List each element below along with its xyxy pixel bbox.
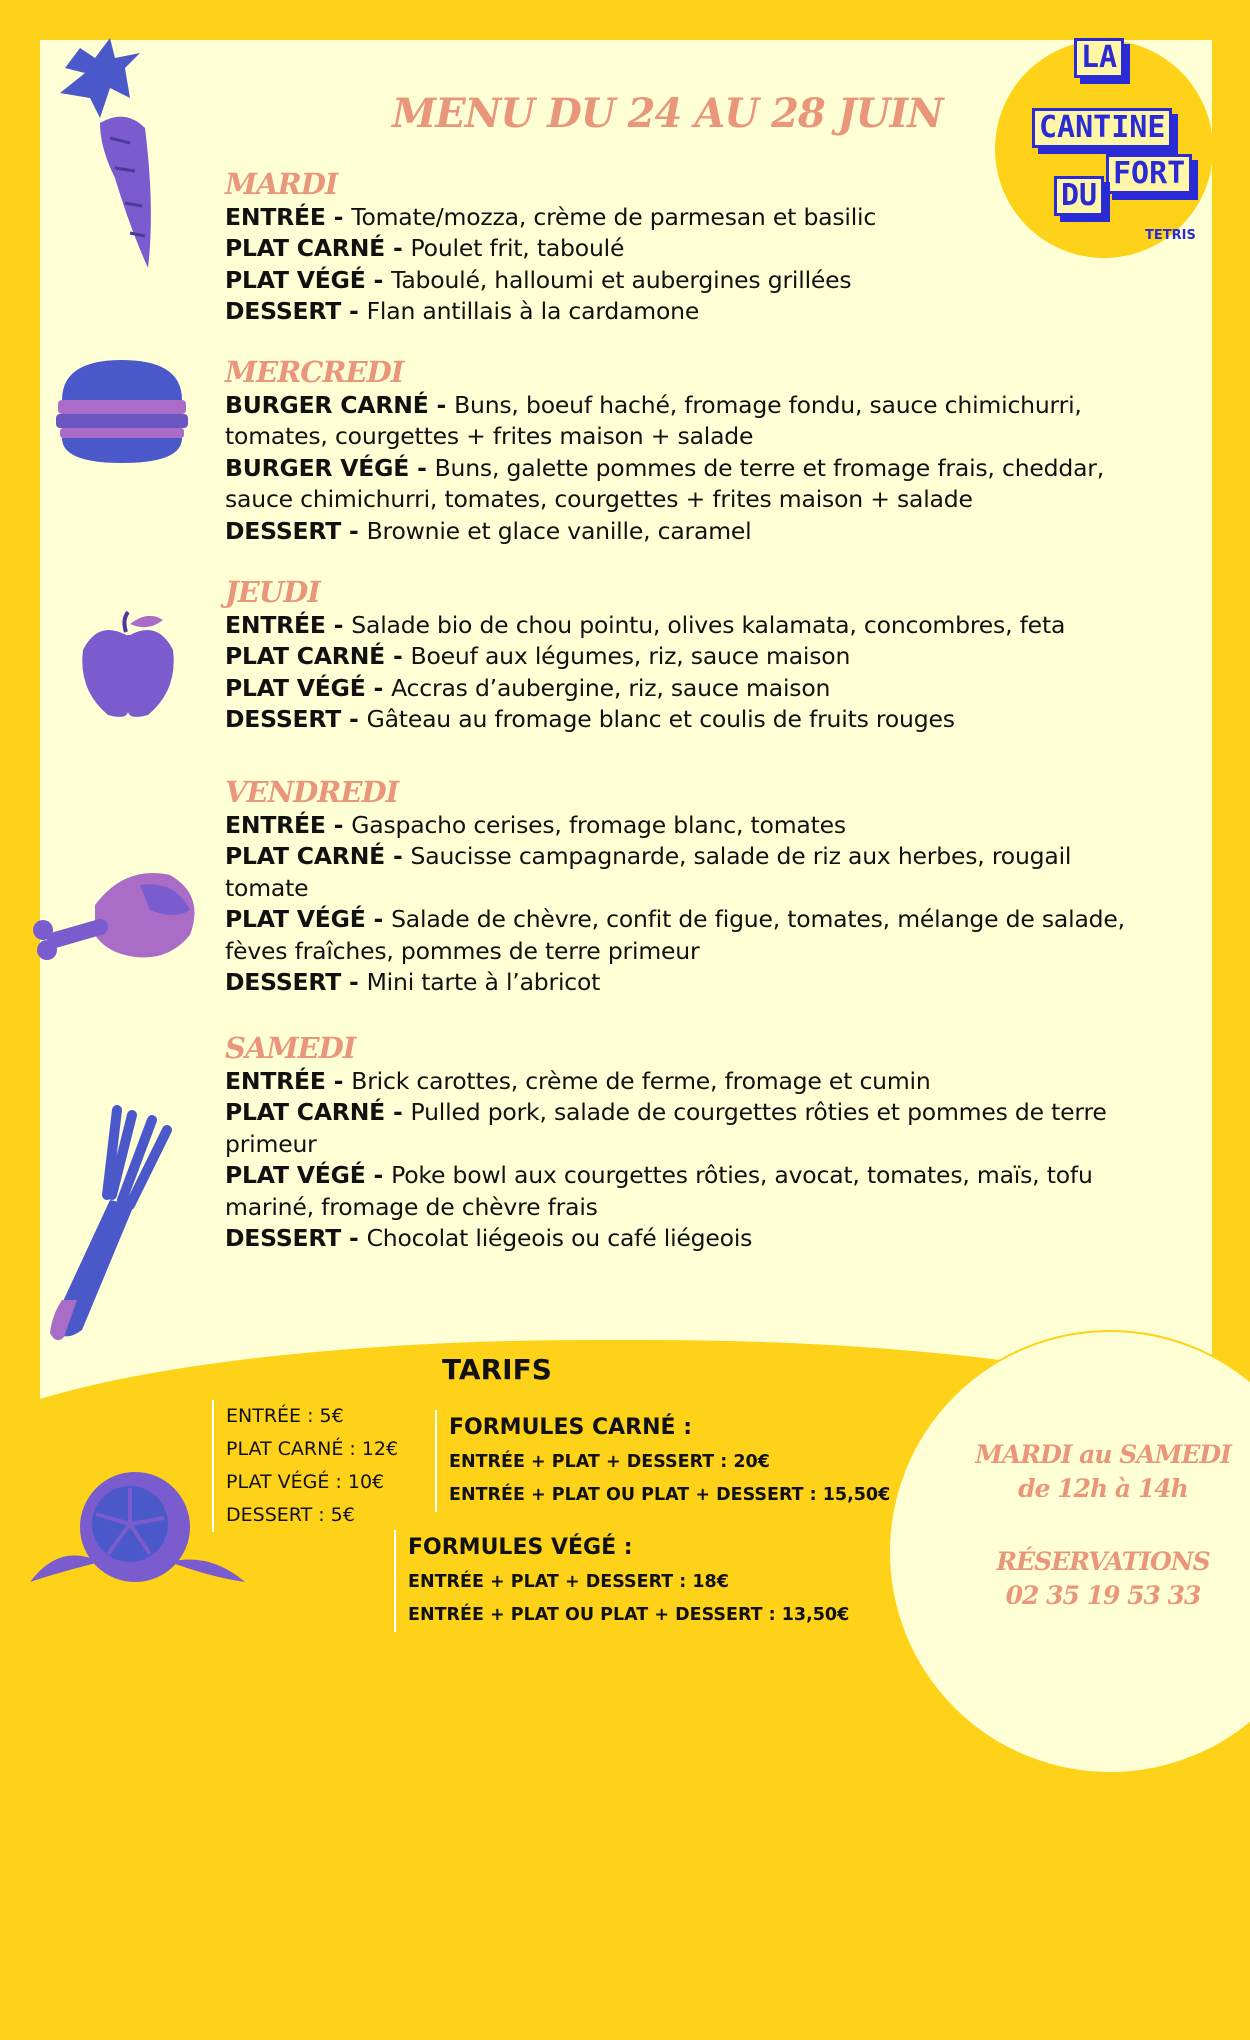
formule-line: ENTRÉE + PLAT + DESSERT : 20€ bbox=[449, 1452, 770, 1472]
apple-icon bbox=[78, 610, 178, 720]
reservation-label: RÉSERVATIONS bbox=[996, 1547, 1210, 1576]
day-name: MARDI bbox=[225, 167, 338, 201]
logo-brand: TETRIS bbox=[1145, 228, 1196, 243]
day-name: VENDREDI bbox=[225, 775, 399, 809]
menu-line: DESSERT - Brownie et glace vanille, caramel bbox=[225, 516, 752, 545]
hours-time: de 12h à 14h bbox=[1018, 1474, 1188, 1503]
carrot-icon bbox=[30, 28, 180, 273]
day-vendredi bbox=[225, 774, 1125, 998]
logo-du: DU bbox=[1054, 176, 1104, 216]
menu-line: DESSERT - Chocolat liégeois ou café liégeois bbox=[225, 1224, 753, 1253]
menu-line: PLAT CARNÉ - Boeuf aux légumes, riz, sauce maison bbox=[225, 642, 851, 671]
tarifs-title: TARIFS bbox=[442, 1353, 552, 1386]
menu-line: DESSERT - Gâteau au fromage blanc et coulis de fruits rouges bbox=[225, 705, 955, 734]
menu-line: ENTRÉE - Tomate/mozza, crème de parmesan et basilic bbox=[225, 203, 877, 231]
day-name: JEUDI bbox=[225, 575, 320, 609]
day-samedi bbox=[225, 1030, 1145, 1254]
leek-icon bbox=[42, 1105, 192, 1350]
formules-vege-title: FORMULES VÉGÉ : bbox=[408, 1535, 633, 1560]
logo-fort: FORT bbox=[1106, 154, 1192, 194]
formule-line: ENTRÉE + PLAT OU PLAT + DESSERT : 15,50€ bbox=[449, 1485, 891, 1505]
formules-vege bbox=[394, 1530, 849, 1632]
day-name: MERCREDI bbox=[225, 355, 404, 389]
menu-line: PLAT CARNÉ - Saucisse campagnarde, salade de riz aux herbes, rougail tomate bbox=[225, 842, 1072, 902]
day-mardi bbox=[225, 166, 1155, 328]
opening-hours bbox=[968, 1438, 1238, 1506]
menu-line: DESSERT - Flan antillais à la cardamone bbox=[225, 297, 700, 326]
price-item: PLAT CARNÉ : 12€ bbox=[226, 1438, 399, 1460]
menu-line: PLAT VÉGÉ - Poke bowl aux courgettes rôties, avocat, tomates, maïs, tofu mariné, fromage de chèvre frais bbox=[225, 1161, 1093, 1221]
menu-line: BURGER CARNÉ - Buns, boeuf haché, fromage fondu, sauce chimichurri, tomates, courgettes + frites maison + salade bbox=[225, 391, 1082, 451]
menu-line: PLAT CARNÉ - Poulet frit, taboulé bbox=[225, 234, 625, 263]
menu-line: ENTRÉE - Gaspacho cerises, fromage blanc, tomates bbox=[225, 811, 846, 839]
menu-line: PLAT VÉGÉ - Accras d’aubergine, riz, sauce maison bbox=[225, 673, 831, 702]
logo-cantine: CANTINE bbox=[1032, 108, 1172, 148]
price-item: ENTRÉE : 5€ bbox=[226, 1405, 344, 1427]
price-item: PLAT VÉGÉ : 10€ bbox=[226, 1471, 385, 1493]
formule-line: ENTRÉE + PLAT + DESSERT : 18€ bbox=[408, 1572, 729, 1592]
menu-line: DESSERT - Mini tarte à l’abricot bbox=[225, 968, 601, 997]
formules-carne-title: FORMULES CARNÉ : bbox=[449, 1415, 692, 1440]
price-list bbox=[212, 1400, 398, 1532]
menu-line: PLAT VÉGÉ - Salade de chèvre, confit de figue, tomates, mélange de salade, fèves fraîches, pommes de terre primeur bbox=[225, 905, 1125, 965]
formules-carne bbox=[435, 1410, 890, 1512]
hours-days: MARDI au SAMEDI bbox=[975, 1440, 1231, 1469]
day-name: SAMEDI bbox=[225, 1031, 356, 1065]
reservation-phone[interactable]: 02 35 19 53 33 bbox=[1005, 1581, 1201, 1610]
menu-line: PLAT CARNÉ - Pulled pork, salade de courgettes rôties et pommes de terre primeur bbox=[225, 1098, 1107, 1158]
logo-la: LA bbox=[1074, 38, 1124, 78]
menu-line: ENTRÉE - Salade bio de chou pointu, olives kalamata, concombres, feta bbox=[225, 611, 1066, 639]
menu-line: BURGER VÉGÉ - Buns, galette pommes de terre et fromage frais, cheddar, sauce chimichurri, tomates, courgettes + frites maison + salade bbox=[225, 453, 1105, 514]
burger-icon bbox=[52, 355, 192, 467]
menu-line: PLAT VÉGÉ - Taboulé, halloumi et aubergines grillées bbox=[225, 265, 852, 294]
day-mercredi bbox=[225, 354, 1145, 547]
page-title: MENU DU 24 AU 28 JUIN bbox=[392, 90, 943, 137]
formule-line: ENTRÉE + PLAT OU PLAT + DESSERT : 13,50€ bbox=[408, 1605, 850, 1625]
price-item: DESSERT : 5€ bbox=[226, 1504, 355, 1526]
menu-line: ENTRÉE - Brick carottes, crème de ferme, fromage et cumin bbox=[225, 1067, 931, 1095]
day-jeudi bbox=[225, 574, 1155, 736]
reservations bbox=[968, 1545, 1238, 1613]
drumstick-icon bbox=[25, 865, 200, 975]
